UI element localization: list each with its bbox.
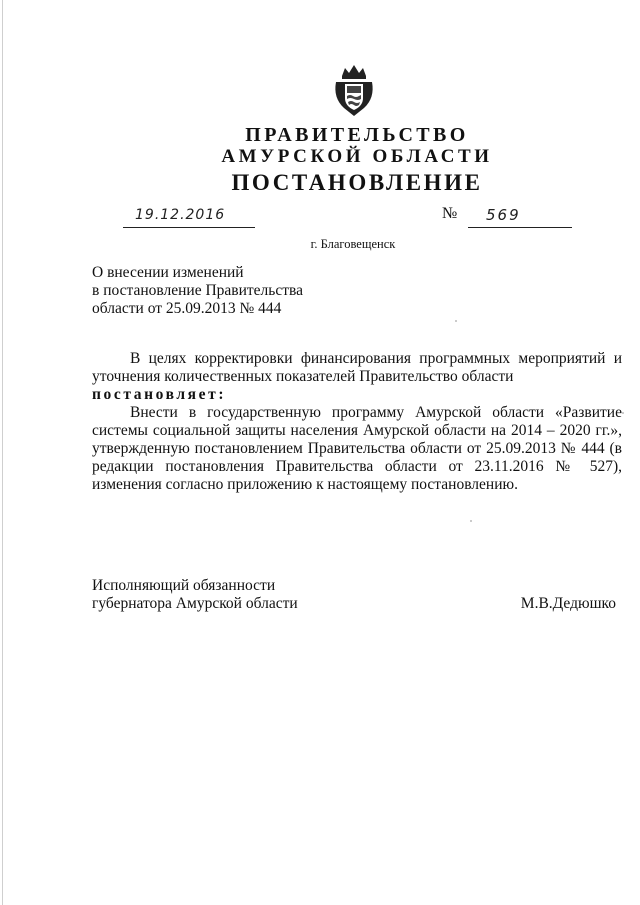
region-heading: АМУРСКОЙ ОБЛАСТИ [221,146,493,167]
resolves-word: постановляет: [92,386,227,403]
signature-block [92,577,622,613]
signer-title-line: Исполняющий обязанности [92,577,276,594]
scan-speck [622,412,624,414]
document-type-heading: ПОСТАНОВЛЕНИЕ [231,170,483,195]
body-paragraph: Внести в государственную программу Амурской области «Развитие системы социальной защиты населения Амурской области на 2014 – 2020 гг.», утвержденную постановлением Правительства области от 25.09.2013 № 444 (в редакции постановления Правительства области от 23.11.2016 № 527), изменения согласно приложению к настоящему постановлению. [92,404,622,493]
city-line: г. Благовещенск [310,237,396,251]
number-sign: № [442,205,458,222]
handwritten-date: 19.12.2016 [135,207,226,223]
subject-line: О внесении изменений [92,264,244,281]
signer-title-line: губернатора Амурской области [92,595,298,612]
subject-line: области от 25.09.2013 № 444 [92,300,282,317]
signer-name: М.В.Дедюшко [520,595,616,612]
date-field [123,207,255,228]
scan-speck [455,320,457,322]
government-heading: ПРАВИТЕЛЬСТВО [245,124,469,146]
document-body [92,350,622,494]
amur-region-coat-of-arms-icon [332,62,376,118]
body-paragraph: В целях корректировки финансирования программных мероприятий и уточнения количественных показателей Правительство области [92,350,622,385]
number-field [468,207,572,228]
document-subject [92,264,372,318]
handwritten-number: 569 [486,206,521,224]
subject-line: в постановление Правительства [92,282,304,299]
scan-speck [470,520,472,522]
